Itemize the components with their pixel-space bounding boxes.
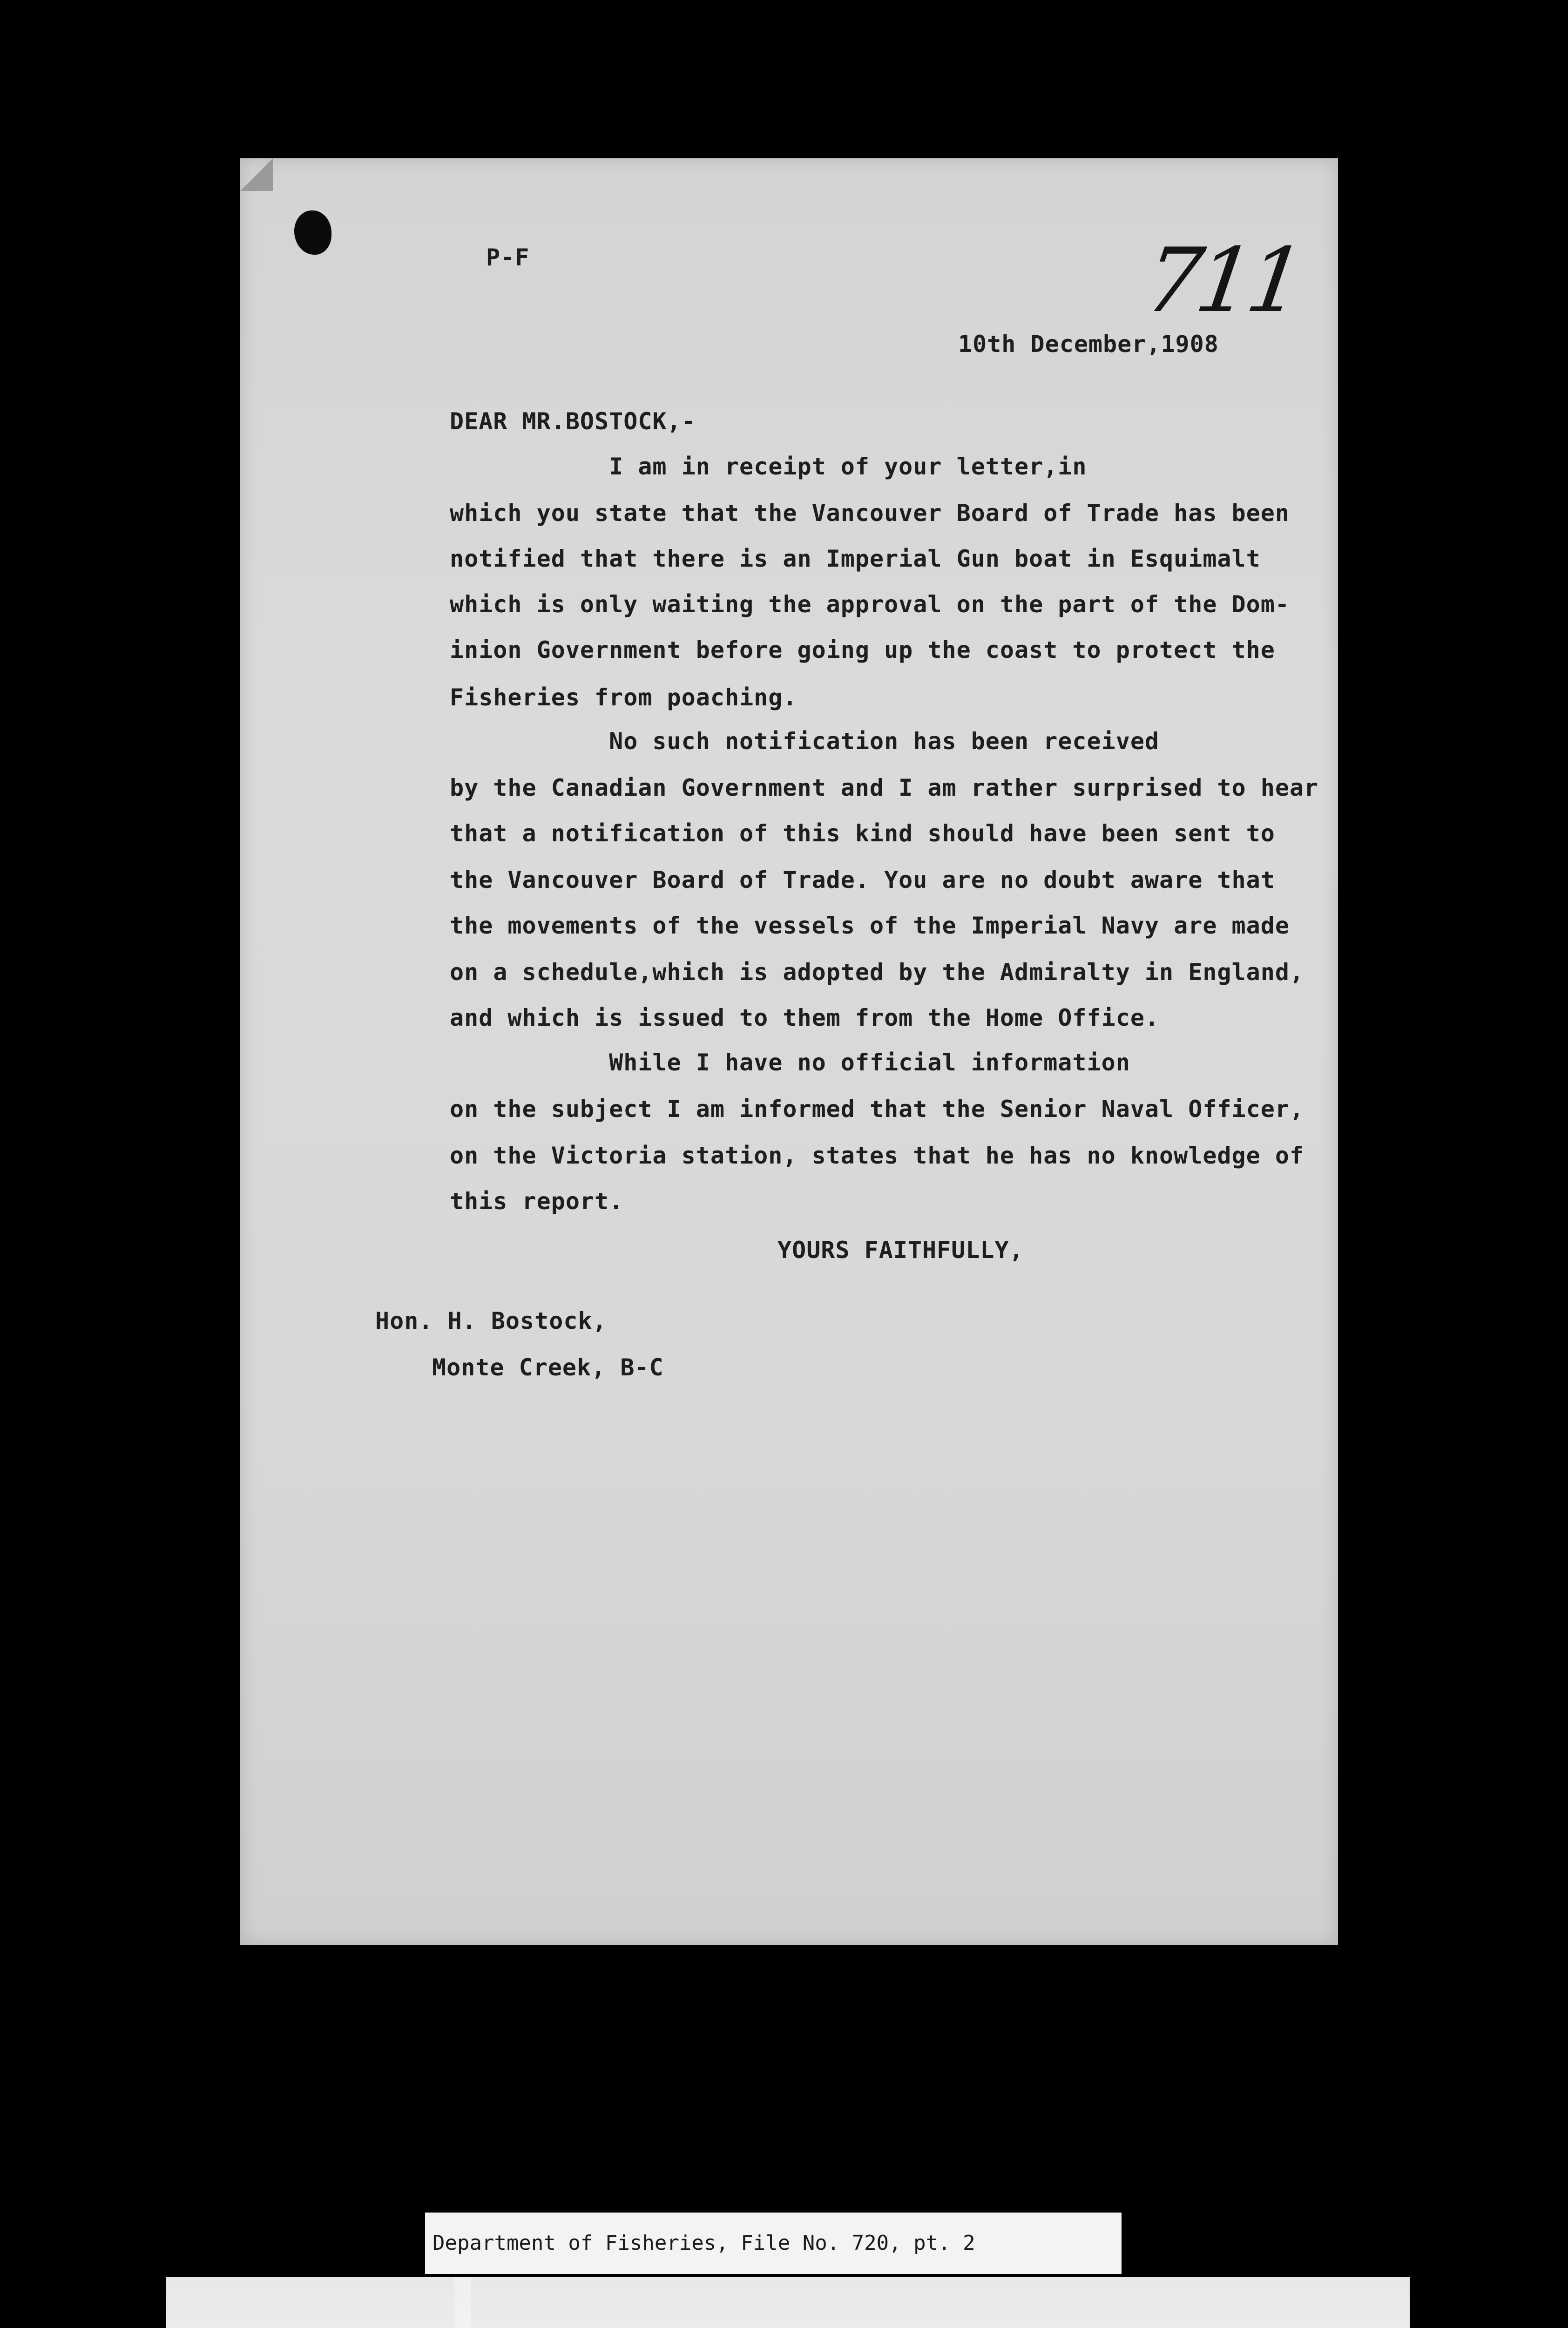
body-line: on a schedule,which is adopted by the Admiralty in England, (450, 959, 1304, 986)
body-line: notified that there is an Imperial Gun boat in Esquimalt (450, 545, 1261, 572)
body-line: the movements of the vessels of the Imperial Navy are made (450, 912, 1290, 939)
body-line: the Vancouver Board of Trade. You are no doubt aware that (450, 866, 1275, 893)
body-line: No such notification has been received (450, 728, 1160, 755)
salutation: DEAR MR.BOSTOCK,- (450, 408, 696, 435)
body-line: inion Government before going up the coast to protect the (450, 636, 1275, 663)
body-line: on the subject I am informed that the Senior Naval Officer, (450, 1096, 1304, 1123)
folded-corner (240, 158, 273, 191)
body-line: that a notification of this kind should have been sent to (450, 820, 1275, 847)
handwritten-number: 711 (1139, 229, 1306, 332)
body-line: on the Victoria station, states that he has no knowledge of (450, 1142, 1304, 1169)
body-line: by the Canadian Government and I am rather surprised to hear (450, 774, 1319, 801)
body-line: which is only waiting the approval on the part of the Dom- (450, 591, 1290, 618)
reference-code: P-F (486, 244, 530, 271)
body-line: I am in receipt of your letter,in (450, 453, 1087, 480)
body-line: Fisheries from poaching. (450, 684, 798, 711)
body-line: and which is issued to them from the Home Office. (450, 1004, 1160, 1031)
file-caption (425, 2213, 1122, 2274)
tape-strip (454, 2277, 471, 2328)
addressee-address: Monte Creek, B-C (432, 1354, 664, 1381)
closing: YOURS FAITHFULLY, (777, 1237, 1024, 1264)
archives-stamp (166, 2277, 1410, 2328)
body-line: While I have no official information (450, 1049, 1130, 1076)
body-line: this report. (450, 1188, 624, 1215)
letter-date: 10th December,1908 (958, 331, 1219, 358)
body-line: which you state that the Vancouver Board of Trade has been (450, 500, 1290, 527)
addressee-name: Hon. H. Bostock, (375, 1307, 607, 1334)
file-caption-text: Department of Fisheries, File No. 720, pt. 2 (433, 2231, 975, 2255)
